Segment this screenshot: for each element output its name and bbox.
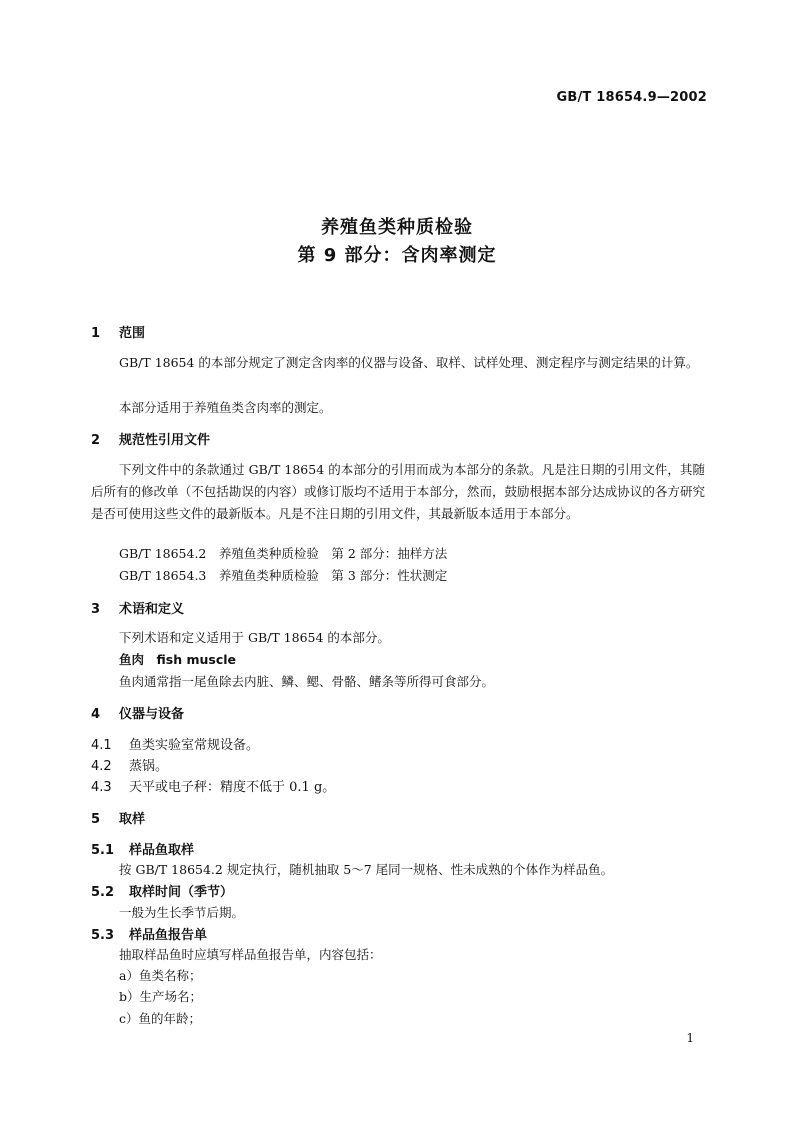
clause-4-1 [91,734,259,753]
section-5-heading [91,808,145,827]
list-item: c）鱼的年龄； [119,1011,202,1026]
reference-item: GB/T 18654.2 养殖鱼类种质检验 第 2 部分：抽样方法 [119,546,448,561]
clause-5-1-text: 按 GB/T 18654.2 规定执行，随机抽取 5～7 尾同一规格、性未成熟的个体作为样品鱼。 [119,862,614,877]
section-2-paragraph: 下列文件中的条款通过 GB/T 18654 的本部分的引用而成为本部分的条款。凡是注日期的引用文件，其随后所有的修改单（不包括勘误的内容）或修订版均不适用于本部分，然而，鼓励根据本部分达成协议的各方研究是否可使用这些文件的最新版本。凡是不注日期的引用文件，其最新版本适用于本部分。 [91,462,705,521]
clause-number: 4.3 [91,780,112,795]
clause-number: 4.2 [91,759,112,774]
clause-number: 5.2 [91,885,115,900]
clause-5-2-text: 一般为生长季节后期。 [119,905,245,920]
section-number: 2 [91,433,101,448]
section-3-intro: 下列术语和定义适用于 GB/T 18654 的本部分。 [119,630,390,645]
document-subtitle: 第 9 部分：含肉率测定 [297,245,497,266]
clause-5-3-heading [91,924,207,943]
section-title: 仪器与设备 [119,707,185,722]
section-title: 范围 [119,326,146,341]
section-title: 取样 [119,812,146,827]
section-number: 3 [91,602,101,617]
clause-number: 5.3 [91,928,115,943]
list-item: b）生产场名； [119,989,203,1004]
clause-4-2 [91,755,168,774]
clause-text: 天平或电子秤：精度不低于 0.1 g。 [129,780,336,795]
page-number: 1 [686,1031,694,1045]
document-title: 养殖鱼类种质检验 [321,217,473,238]
clause-5-1-heading [91,839,194,858]
list-item: a）鱼类名称； [119,968,202,983]
section-title: 术语和定义 [119,602,185,617]
clause-text: 鱼类实验室常规设备。 [129,738,260,753]
reference-item: GB/T 18654.3 养殖鱼类种质检验 第 3 部分：性状测定 [119,568,448,583]
clause-number: 4.1 [91,738,112,753]
section-1-heading [91,322,145,341]
standard-number: GB/T 18654.9—2002 [556,90,707,105]
section-2-heading [91,429,210,448]
term-definition: 鱼肉通常指一尾鱼除去内脏、鳞、鳃、骨骼、鳍条等所得可食部分。 [119,674,495,689]
clause-title: 样品鱼报告单 [129,928,208,943]
section-number: 5 [91,812,101,827]
section-1-paragraph: GB/T 18654 的本部分规定了测定含肉率的仪器与设备、取样、试样处理、测定程序与测定结果的计算。 [119,355,699,370]
clause-text: 蒸锅。 [129,759,169,774]
section-number: 1 [91,326,101,341]
clause-5-2-heading [91,881,233,900]
section-title: 规范性引用文件 [119,433,211,448]
clause-number: 5.1 [91,843,115,858]
clause-4-3 [91,776,335,795]
section-number: 4 [91,707,101,722]
clause-5-3-text: 抽取样品鱼时应填写样品鱼报告单，内容包括： [119,947,382,962]
term-entry: 鱼肉 fish muscle [119,652,236,667]
section-3-heading [91,598,184,617]
clause-title: 样品鱼取样 [129,843,195,858]
section-1-scope-line: 本部分适用于养殖鱼类含肉率的测定。 [119,400,332,415]
section-4-heading [91,703,184,722]
clause-title: 取样时间（季节） [129,885,234,900]
